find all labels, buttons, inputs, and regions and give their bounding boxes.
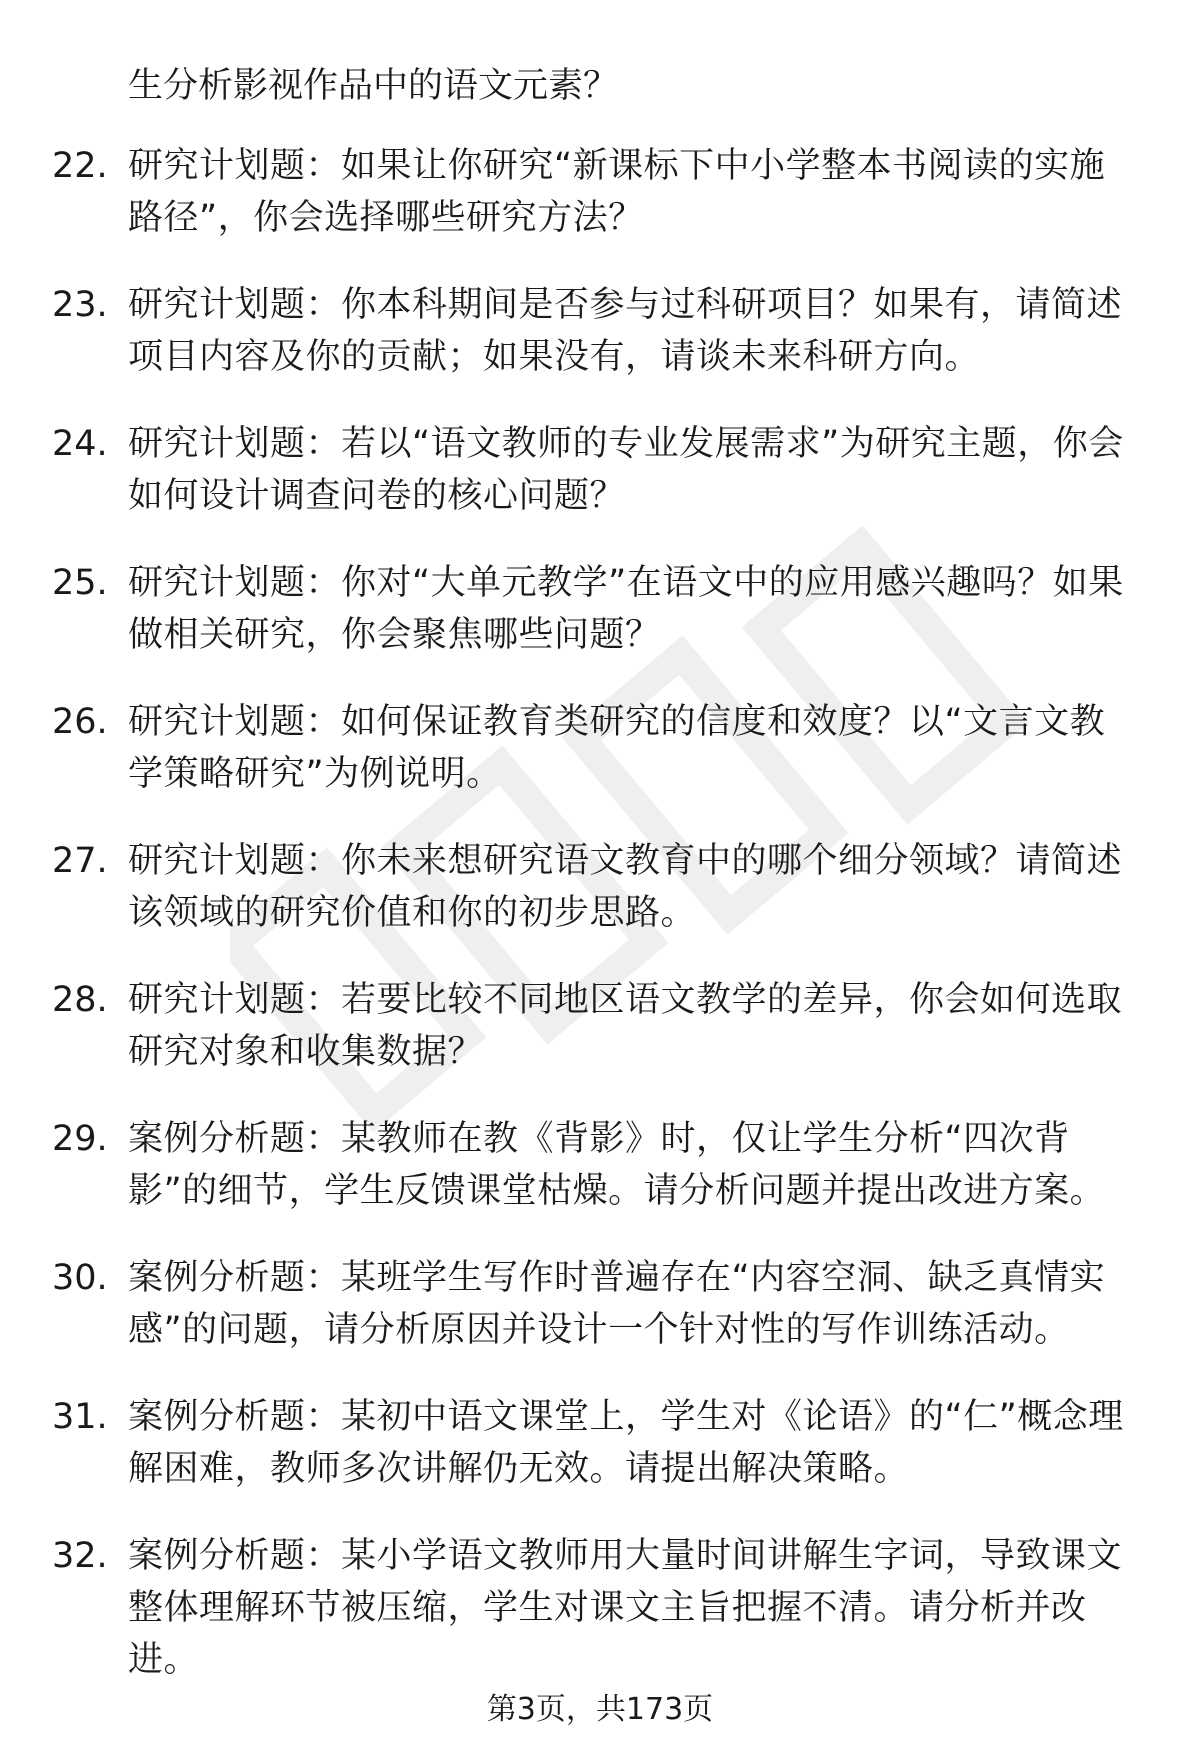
page-footer: 第3页，共173页	[486, 1692, 714, 1727]
question-item	[0, 557, 1200, 696]
question-text: 案例分析题：某小学语文教师用大量时间讲解生字词，导致课文整体理解环节被压缩，学生对课文主旨把握不清。请分析并改进。	[128, 1536, 1123, 1680]
question-text: 案例分析题：某班学生写作时普遍存在“内容空洞、缺乏真情实感”的问题，请分析原因并设计一个针对性的写作训练活动。	[128, 1258, 1106, 1350]
question-number: 29.	[52, 1119, 108, 1159]
question-number: 28.	[52, 980, 108, 1020]
question-item	[0, 974, 1200, 1113]
question-number: 30.	[52, 1258, 108, 1298]
question-text: 研究计划题：如何保证教育类研究的信度和效度？以“文言文教学策略研究”为例说明。	[128, 702, 1106, 794]
question-item	[0, 1252, 1200, 1391]
question-number: 25.	[52, 563, 108, 603]
question-text: 研究计划题：你对“大单元教学”在语文中的应用感兴趣吗？如果做相关研究，你会聚焦哪些问题？	[128, 563, 1124, 655]
question-text: 研究计划题：若要比较不同地区语文教学的差异，你会如何选取研究对象和收集数据？	[128, 980, 1123, 1072]
question-item	[0, 279, 1200, 418]
continuation-text: 生分析影视作品中的语文元素？	[128, 66, 619, 106]
question-list	[0, 140, 1200, 1725]
question-item	[0, 1113, 1200, 1252]
question-text: 研究计划题：你本科期间是否参与过科研项目？如果有，请简述项目内容及你的贡献；如果没有，请谈未来科研方向。	[128, 285, 1123, 377]
question-number: 31.	[52, 1397, 108, 1437]
question-text: 研究计划题：如果让你研究“新课标下中小学整本书阅读的实施路径”，你会选择哪些研究方法？	[128, 146, 1106, 238]
question-number: 23.	[52, 285, 108, 325]
question-item	[0, 696, 1200, 835]
question-number: 26.	[52, 702, 108, 742]
question-item	[0, 835, 1200, 974]
question-item	[0, 140, 1200, 279]
question-text: 案例分析题：某初中语文课堂上，学生对《论语》的“仁”概念理解困难，教师多次讲解仍无效。请提出解决策略。	[128, 1397, 1124, 1489]
question-text: 研究计划题：你未来想研究语文教育中的哪个细分领域？请简述该领域的研究价值和你的初步思路。	[128, 841, 1123, 933]
question-text: 研究计划题：若以“语文教师的专业发展需求”为研究主题，你会如何设计调查问卷的核心问题？	[128, 424, 1124, 516]
question-item	[0, 1391, 1200, 1530]
question-number: 27.	[52, 841, 108, 881]
question-number: 32.	[52, 1536, 108, 1576]
question-text: 案例分析题：某教师在教《背影》时，仅让学生分析“四次背影”的细节，学生反馈课堂枯燥。请分析问题并提出改进方案。	[128, 1119, 1106, 1211]
question-number: 24.	[52, 424, 108, 464]
question-number: 22.	[52, 146, 108, 186]
question-item	[0, 418, 1200, 557]
